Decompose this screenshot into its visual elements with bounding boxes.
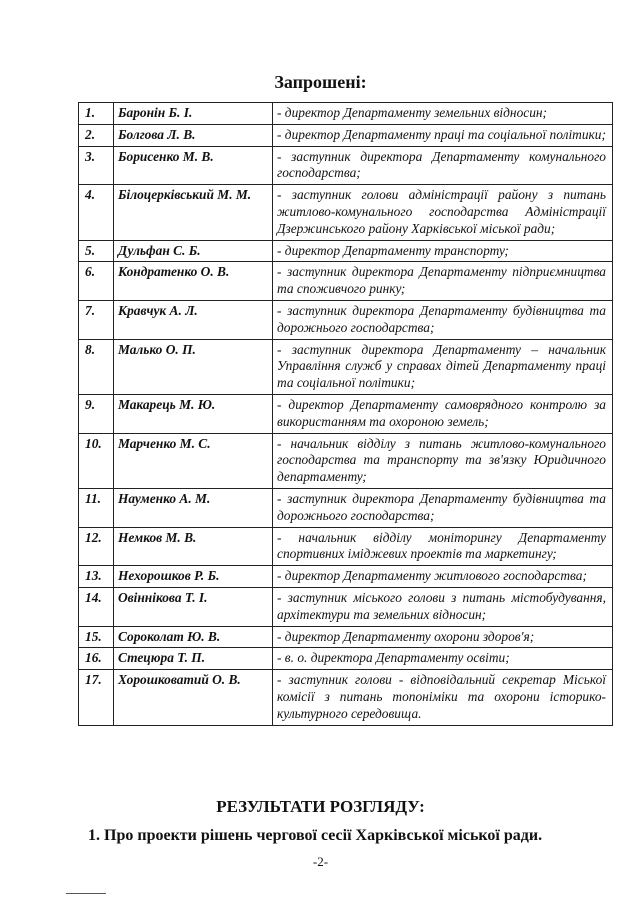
row-number: 13. [79,566,114,588]
person-position: - заступник директора Департаменту – начальник Управління служб у справах дітей Департаменту праці та соціальної політики; [273,339,613,394]
person-position: - директор Департаменту самоврядного контролю за використанням та охороною земель; [273,394,613,433]
person-name: Марченко М. С. [114,433,273,488]
table-row [79,300,613,339]
person-position: - директор Департаменту праці та соціальної політики; [273,124,613,146]
table-row [79,433,613,488]
person-name: Малько О. П. [114,339,273,394]
table-row [79,670,613,725]
person-name: Дульфан С. Б. [114,240,273,262]
person-position: - в. о. директора Департаменту освіти; [273,648,613,670]
row-number: 7. [79,300,114,339]
person-position: - директор Департаменту транспорту; [273,240,613,262]
row-number: 8. [79,339,114,394]
results-title: РЕЗУЛЬТАТИ РОЗГЛЯДУ: [216,797,425,816]
table-row [79,587,613,626]
table-row [79,566,613,588]
person-name: Немков М. В. [114,527,273,566]
person-name: Стецюра Т. П. [114,648,273,670]
person-name: Баронін Б. І. [114,103,273,125]
row-number: 4. [79,185,114,240]
person-name: Кондратенко О. В. [114,262,273,301]
person-position: - заступник директора Департаменту будівництва та дорожнього господарства; [273,488,613,527]
table-row [79,626,613,648]
person-position: - заступник голови - відповідальний секретар Міської комісії з питань топоніміки та охорони історико-культурного середовища. [273,670,613,725]
row-number: 1. [79,103,114,125]
row-number: 10. [79,433,114,488]
table-row [79,339,613,394]
table-row [79,527,613,566]
row-number: 15. [79,626,114,648]
person-position: - заступник директора Департаменту комунального господарства; [273,146,613,185]
table-row [79,488,613,527]
row-number: 11. [79,488,114,527]
invited-table-body [79,103,613,726]
person-name: Науменко А. М. [114,488,273,527]
row-number: 14. [79,587,114,626]
table-row [79,394,613,433]
table-row [79,124,613,146]
table-row [79,648,613,670]
row-number: 17. [79,670,114,725]
table-row [79,240,613,262]
person-position: - начальник відділу моніторингу Департаменту спортивних іміджевих проектів та маркетингу; [273,527,613,566]
person-name: Білоцерківський М. М. [114,185,273,240]
person-position: - начальник відділу з питань житлово-комунального господарства та транспорту та зв'язку Юридичного департаменту; [273,433,613,488]
person-name: Сороколат Ю. В. [114,626,273,648]
row-number: 6. [79,262,114,301]
person-position: - заступник директора Департаменту будівництва та дорожнього господарства; [273,300,613,339]
row-number: 2. [79,124,114,146]
person-name: Хорошковатий О. В. [114,670,273,725]
table-row [79,103,613,125]
person-position: - заступник міського голови з питань містобудування, архітектури та земельних відносин; [273,587,613,626]
invited-heading: Запрошені: [274,72,367,92]
row-number: 12. [79,527,114,566]
row-number: 5. [79,240,114,262]
person-position: - заступник директора Департаменту підприємництва та споживчого ринку; [273,262,613,301]
table-row [79,185,613,240]
person-name: Нехорошков Р. Б. [114,566,273,588]
person-position: - директор Департаменту земельних відносин; [273,103,613,125]
page-number: -2- [312,854,329,869]
row-number: 9. [79,394,114,433]
person-name: Борисенко М. В. [114,146,273,185]
person-position: - заступник голови адміністрації району з питань житлово-комунального господарства Адміністрації Дзержинського району Харківської міської ради; [273,185,613,240]
person-name: Кравчук А. Л. [114,300,273,339]
table-row [79,146,613,185]
person-name: Макарець М. Ю. [114,394,273,433]
person-name: Болгова Л. В. [114,124,273,146]
row-number: 3. [79,146,114,185]
table-row [79,262,613,301]
footer-rule [66,893,106,894]
person-position: - директор Департаменту житлового господарства; [273,566,613,588]
invited-table [78,102,613,726]
person-position: - директор Департаменту охорони здоров'я; [273,626,613,648]
row-number: 16. [79,648,114,670]
agenda-item-title: 1. Про проекти рішень чергової сесії Харківської міської ради. [88,827,543,844]
person-name: Овіннікова Т. І. [114,587,273,626]
